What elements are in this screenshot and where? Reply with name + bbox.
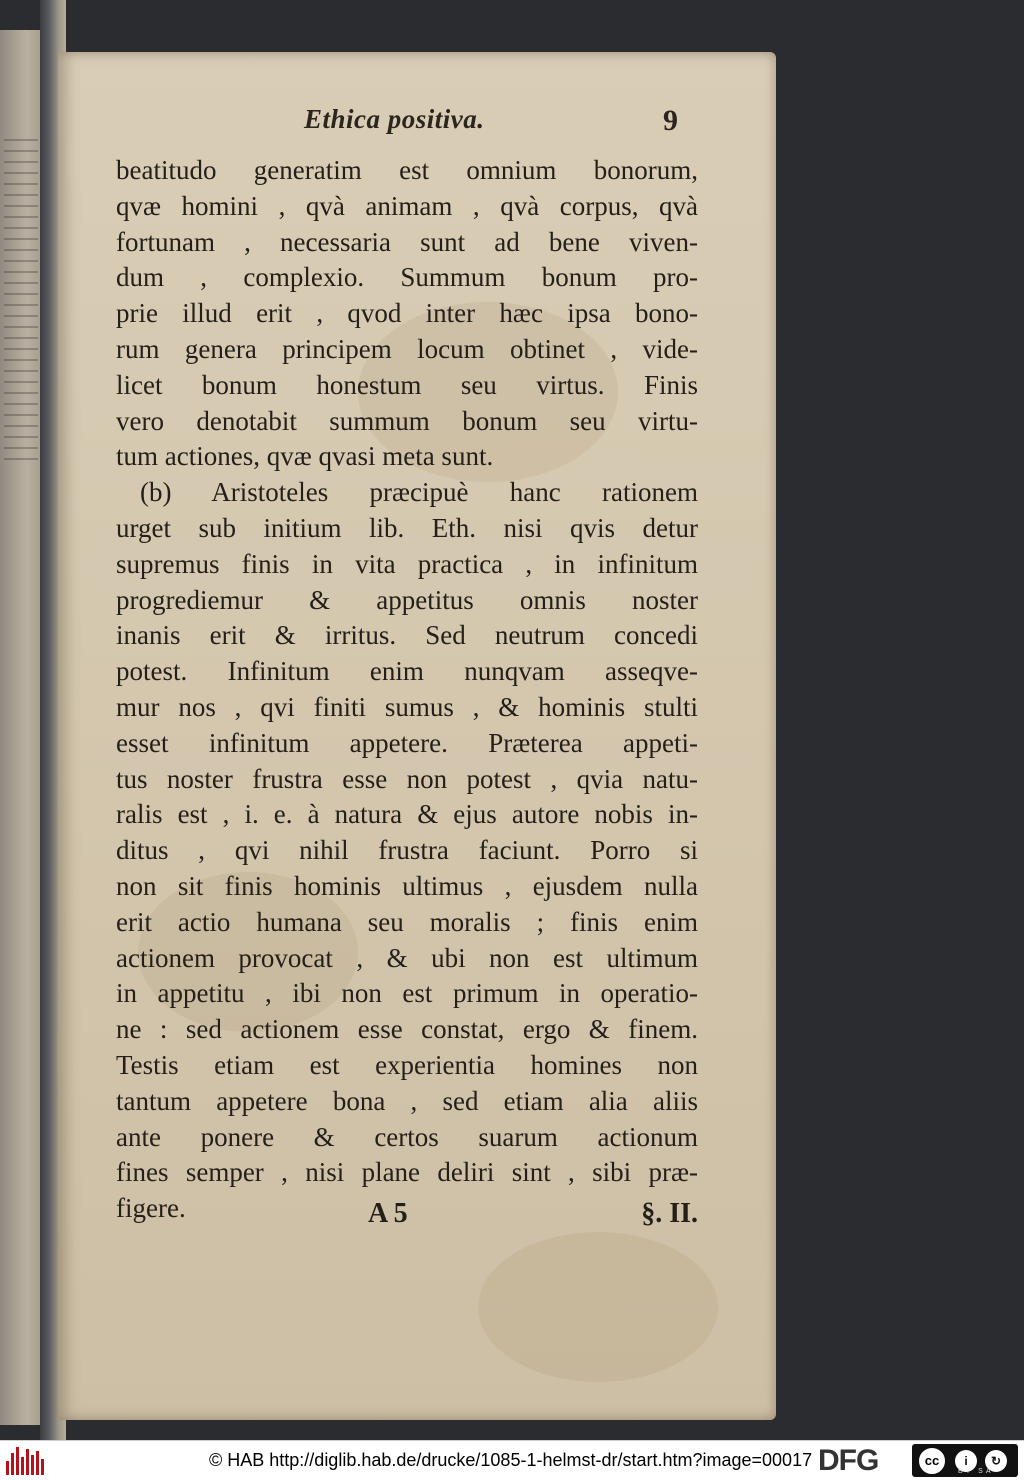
viewer-footer xyxy=(0,1440,1024,1480)
book-page xyxy=(58,52,776,1420)
text-line: ne : sed actionem esse constat, ergo & finem. xyxy=(116,1014,698,1045)
page-number: 9 xyxy=(663,104,678,137)
text-line: urget sub initium lib. Eth. nisi qvis detur xyxy=(116,512,698,543)
dfg-logo: DFG xyxy=(818,1444,879,1477)
bleed-through-marks xyxy=(4,130,38,1310)
text-line: tantum appetere bona , sed etiam alia aliis xyxy=(116,1085,698,1116)
text-line: supremus finis in vita practica , in infinitum xyxy=(116,548,698,579)
catchword: §. II. xyxy=(641,1198,698,1229)
text-line: esset infinitum appetere. Præterea appeti- xyxy=(116,727,698,758)
text-line: tum actiones, qvæ qvasi meta sunt. xyxy=(116,441,494,472)
cc-icon: cc xyxy=(917,1446,947,1476)
text-line: potest. Infinitum enim nunqvam asseqve- xyxy=(116,656,698,687)
text-line: inanis erit & irritus. Sed neutrum concedi xyxy=(116,620,698,651)
text-line: fines semper , nisi plane deliri sint , sibi præ- xyxy=(116,1157,698,1188)
text-line: progrediemur & appetitus omnis noster xyxy=(116,584,698,615)
running-head: Ethica positiva. xyxy=(304,104,485,134)
text-line: fortunam , necessaria sunt ad bene viven- xyxy=(116,226,698,257)
text-line: erit actio humana seu moralis ; finis enim xyxy=(116,906,698,937)
text-line: prie illud erit , qvod inter hæc ipsa bono- xyxy=(116,298,698,329)
body-text xyxy=(116,153,698,1227)
text-line: non sit finis hominis ultimus , ejusdem nulla xyxy=(116,870,698,901)
signature-mark: A 5 xyxy=(368,1198,408,1229)
text-line: tus noster frustra esse non potest , qvia natu- xyxy=(116,763,698,794)
text-line: licet bonum honestum seu virtus. Finis xyxy=(116,369,698,400)
page-foot xyxy=(116,1198,698,1238)
text-line: qvæ homini , qvà animam , qvà corpus, qvà xyxy=(116,190,698,221)
sa-icon: ↻ xyxy=(985,1450,1007,1472)
license-labels: BY SA xyxy=(958,1468,994,1475)
text-line: Testis etiam est experientia homines non xyxy=(116,1049,698,1080)
text-line: mur nos , qvi finiti sumus , & hominis stulti xyxy=(116,691,698,722)
hab-logo-icon xyxy=(6,1445,44,1475)
text-line: ditus , qvi nihil frustra faciunt. Porro si xyxy=(116,835,698,866)
text-line: rum genera principem locum obtinet , vide- xyxy=(116,333,698,364)
text-line: in appetitu , ibi non est primum in operatio- xyxy=(116,978,698,1009)
attribution-link[interactable]: © HAB http://diglib.hab.de/drucke/1085-1-helmst-dr/start.htm?image=00017 xyxy=(209,1450,813,1470)
text-line: actionem provocat , & ubi non est ultimum xyxy=(116,942,698,973)
text-line: figere. xyxy=(116,1193,186,1224)
text-line: vero denotabit summum bonum seu virtu- xyxy=(116,405,698,436)
text-line: (b) Aristoteles præcipuè hanc rationem xyxy=(140,477,698,508)
text-line: ralis est , i. e. à natura & ejus autore nobis in- xyxy=(116,799,698,830)
text-line: ante ponere & certos suarum actionum xyxy=(116,1121,698,1152)
text-line: dum , complexio. Summum bonum pro- xyxy=(116,262,698,293)
text-line: beatitudo generatim est omnium bonorum, xyxy=(116,155,698,185)
by-icon: i xyxy=(955,1450,977,1472)
